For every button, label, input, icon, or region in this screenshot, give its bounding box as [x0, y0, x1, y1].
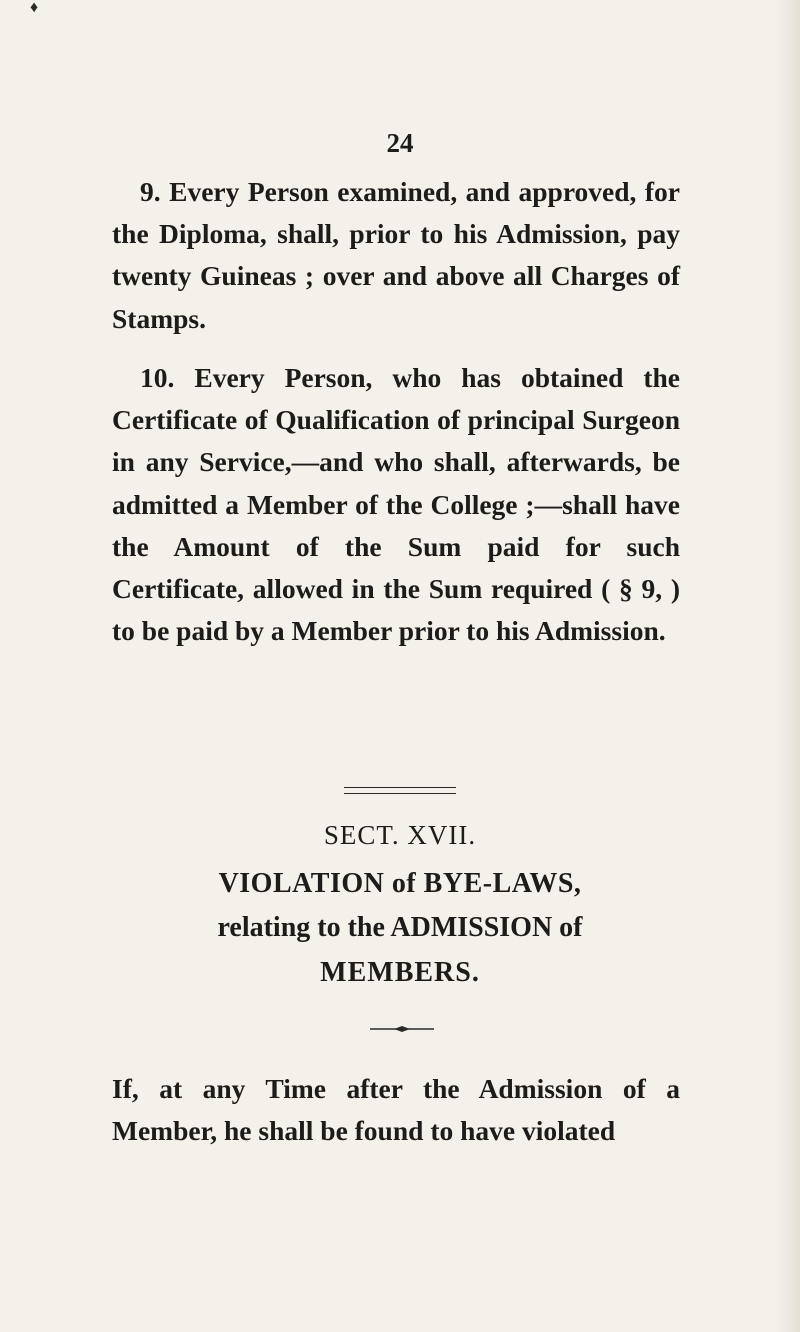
- section-heading-line-1: VIOLATION of BYE-LAWS,: [218, 868, 582, 899]
- double-rule-divider: [344, 787, 456, 794]
- section-number: SECT. XVII.: [323, 820, 477, 850]
- ornament-divider: [370, 1024, 434, 1034]
- paragraph-9: 9. Every Person examined, and approved, for the Diploma, shall, prior to his Admission, pay twenty Guineas ; over and above all Charges of Stamps.: [112, 176, 680, 334]
- paragraph-10: 10. Every Person, who has obtained the Certificate of Qualification of principal Surgeon in any Service,—and who shall, afterwards, be admitted a Member of the College ;—shall have the Amount of the Sum paid for such Certificate, allowed in the Sum required ( § 9, ) to be paid by a Member prior to his Admission.: [112, 362, 680, 647]
- section-heading-line-3: MEMBERS.: [320, 957, 480, 988]
- section-heading-line-2: relating to the ADMISSION of: [217, 912, 583, 943]
- closing-paragraph: If, at any Time after the Admission of a Member, he shall be found to have violated: [112, 1073, 680, 1147]
- page-edge-shadow: [776, 0, 800, 1332]
- corner-ornament: ♦: [30, 0, 39, 16]
- page-number: 24: [386, 128, 414, 158]
